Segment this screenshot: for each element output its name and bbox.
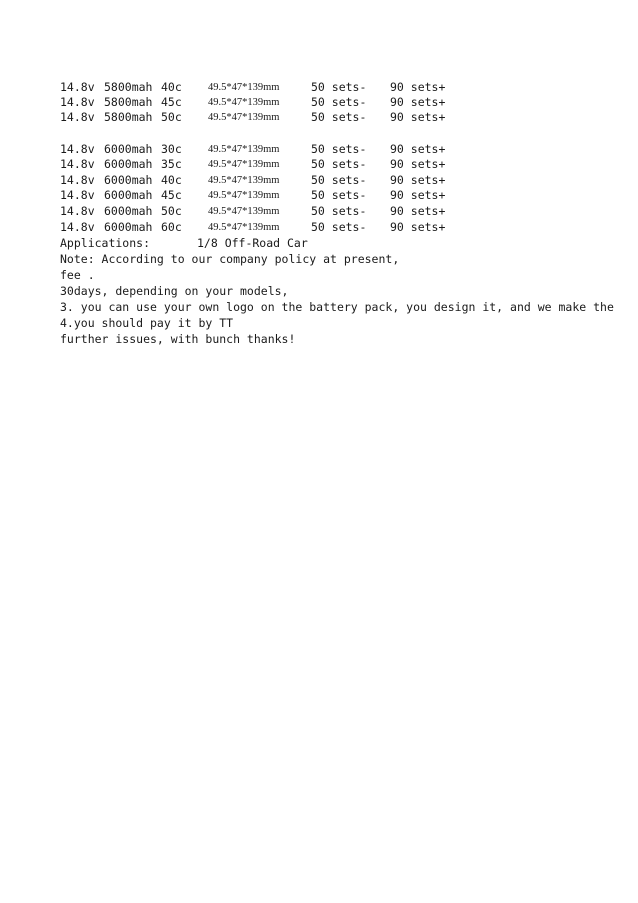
note-line: 3. you can use your own logo on the battery pack, you design it, and we make the — [60, 300, 614, 314]
voltage: 14.8v — [60, 188, 95, 202]
dimensions: 49.5*47*139mm — [208, 222, 280, 233]
discharge-rate: 40c — [161, 173, 182, 187]
note-line: further issues, with bunch thanks! — [60, 332, 296, 346]
min-order: 50 sets- — [311, 188, 367, 202]
max-order: 90 sets+ — [390, 95, 446, 109]
voltage: 14.8v — [60, 142, 95, 156]
capacity: 6000mah — [104, 173, 153, 187]
voltage: 14.8v — [60, 80, 95, 94]
voltage: 14.8v — [60, 110, 95, 124]
capacity: 6000mah — [104, 220, 153, 234]
max-order: 90 sets+ — [390, 157, 446, 171]
dimensions: 49.5*47*139mm — [208, 144, 280, 155]
max-order: 90 sets+ — [390, 80, 446, 94]
min-order: 50 sets- — [311, 157, 367, 171]
capacity: 5800mah — [104, 110, 153, 124]
min-order: 50 sets- — [311, 204, 367, 218]
dimensions: 49.5*47*139mm — [208, 112, 280, 123]
voltage: 14.8v — [60, 95, 95, 109]
max-order: 90 sets+ — [390, 188, 446, 202]
dimensions: 49.5*47*139mm — [208, 206, 280, 217]
discharge-rate: 50c — [161, 204, 182, 218]
min-order: 50 sets- — [311, 95, 367, 109]
spec-row — [0, 80, 638, 95]
capacity: 6000mah — [104, 204, 153, 218]
min-order: 50 sets- — [311, 80, 367, 94]
note-line: 4.you should pay it by TT — [60, 316, 234, 330]
discharge-rate: 40c — [161, 80, 182, 94]
min-order: 50 sets- — [311, 142, 367, 156]
note-line: Note: According to our company policy at present, — [60, 252, 400, 266]
discharge-rate: 60c — [161, 220, 182, 234]
discharge-rate: 30c — [161, 142, 182, 156]
spec-row — [0, 173, 638, 188]
capacity: 5800mah — [104, 80, 153, 94]
dimensions: 49.5*47*139mm — [208, 97, 280, 108]
max-order: 90 sets+ — [390, 110, 446, 124]
spec-row — [0, 220, 638, 235]
capacity: 6000mah — [104, 188, 153, 202]
note-line: 30days, depending on your models, — [60, 284, 289, 298]
dimensions: 49.5*47*139mm — [208, 175, 280, 186]
voltage: 14.8v — [60, 220, 95, 234]
min-order: 50 sets- — [311, 110, 367, 124]
dimensions: 49.5*47*139mm — [208, 82, 280, 93]
spec-row — [0, 95, 638, 110]
discharge-rate: 45c — [161, 188, 182, 202]
spec-row — [0, 110, 638, 125]
dimensions: 49.5*47*139mm — [208, 190, 280, 201]
dimensions: 49.5*47*139mm — [208, 159, 280, 170]
capacity: 6000mah — [104, 142, 153, 156]
spec-row — [0, 142, 638, 157]
min-order: 50 sets- — [311, 220, 367, 234]
voltage: 14.8v — [60, 173, 95, 187]
spec-row — [0, 188, 638, 203]
capacity: 6000mah — [104, 157, 153, 171]
spec-row — [0, 157, 638, 172]
spec-row — [0, 204, 638, 219]
max-order: 90 sets+ — [390, 204, 446, 218]
discharge-rate: 45c — [161, 95, 182, 109]
applications-label: Applications: — [60, 236, 151, 250]
capacity: 5800mah — [104, 95, 153, 109]
applications-value: 1/8 Off-Road Car — [197, 236, 308, 250]
discharge-rate: 35c — [161, 157, 182, 171]
voltage: 14.8v — [60, 204, 95, 218]
min-order: 50 sets- — [311, 173, 367, 187]
max-order: 90 sets+ — [390, 142, 446, 156]
note-line: fee . — [60, 268, 95, 282]
max-order: 90 sets+ — [390, 220, 446, 234]
voltage: 14.8v — [60, 157, 95, 171]
max-order: 90 sets+ — [390, 173, 446, 187]
discharge-rate: 50c — [161, 110, 182, 124]
